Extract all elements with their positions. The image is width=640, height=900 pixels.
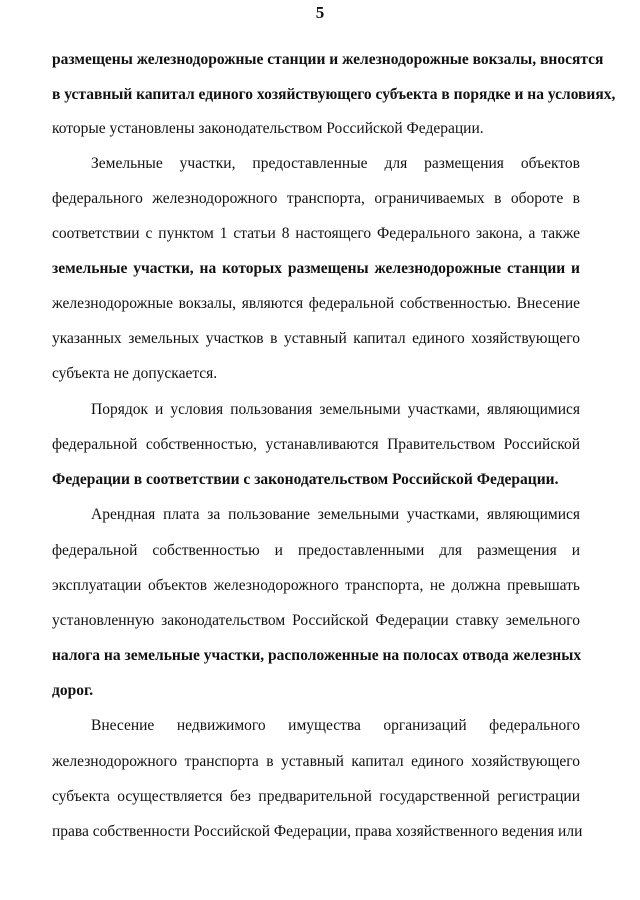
text-line: железнодорожного транспорта в уставный капитал единого хозяйствующего <box>52 753 580 770</box>
text-line: Федерации в соответствии с законодательством Российской Федерации. <box>52 471 559 488</box>
text-line: федерального железнодорожного транспорта, ограничиваемых в обороте в <box>52 190 580 207</box>
text-line: субъекта осуществляется без предварительной государственной регистрации <box>52 788 580 805</box>
text-line: Арендная плата за пользование земельными участками, являющимися <box>91 506 580 523</box>
text-line: размещены железнодорожные станции и железнодорожные вокзалы, вносятся <box>52 51 604 68</box>
text-line: Порядок и условия пользования земельными участками, являющимися <box>91 401 580 418</box>
text-line: налога на земельные участки, расположенные на полосах отвода железных <box>52 647 582 664</box>
text-line: эксплуатации объектов железнодорожного транспорта, не должна превышать <box>52 577 580 594</box>
text-line: Внесение недвижимого имущества организаций федерального <box>91 717 580 734</box>
text-line: федеральной собственностью и предоставленными для размещения и <box>52 542 580 559</box>
text-line: Земельные участки, предоставленные для размещения объектов <box>91 155 580 172</box>
text-line: дорог. <box>52 682 94 699</box>
text-line: федеральной собственностью, устанавливаются Правительством Российской <box>52 436 580 453</box>
text-line: соответствии с пунктом 1 статьи 8 настоящего Федерального закона, а также <box>52 225 580 242</box>
text-line: указанных земельных участков в уставный капитал единого хозяйствующего <box>52 330 580 347</box>
text-line: установленную законодательством Российской Федерации ставку земельного <box>52 612 580 629</box>
text-line: земельные участки, на которых размещены железнодорожные станции и <box>52 260 580 277</box>
text-line: субъекта не допускается. <box>52 365 218 382</box>
text-line: в уставный капитал единого хозяйствующего субъекта в порядке и на условиях, <box>52 86 616 103</box>
text-line: которые установлены законодательством Российской Федерации. <box>52 120 484 137</box>
text-line: железнодорожные вокзалы, являются федеральной собственностью. Внесение <box>52 295 580 312</box>
text-line: права собственности Российской Федерации, права хозяйственного ведения или <box>52 823 583 840</box>
page-number: 5 <box>315 3 325 22</box>
